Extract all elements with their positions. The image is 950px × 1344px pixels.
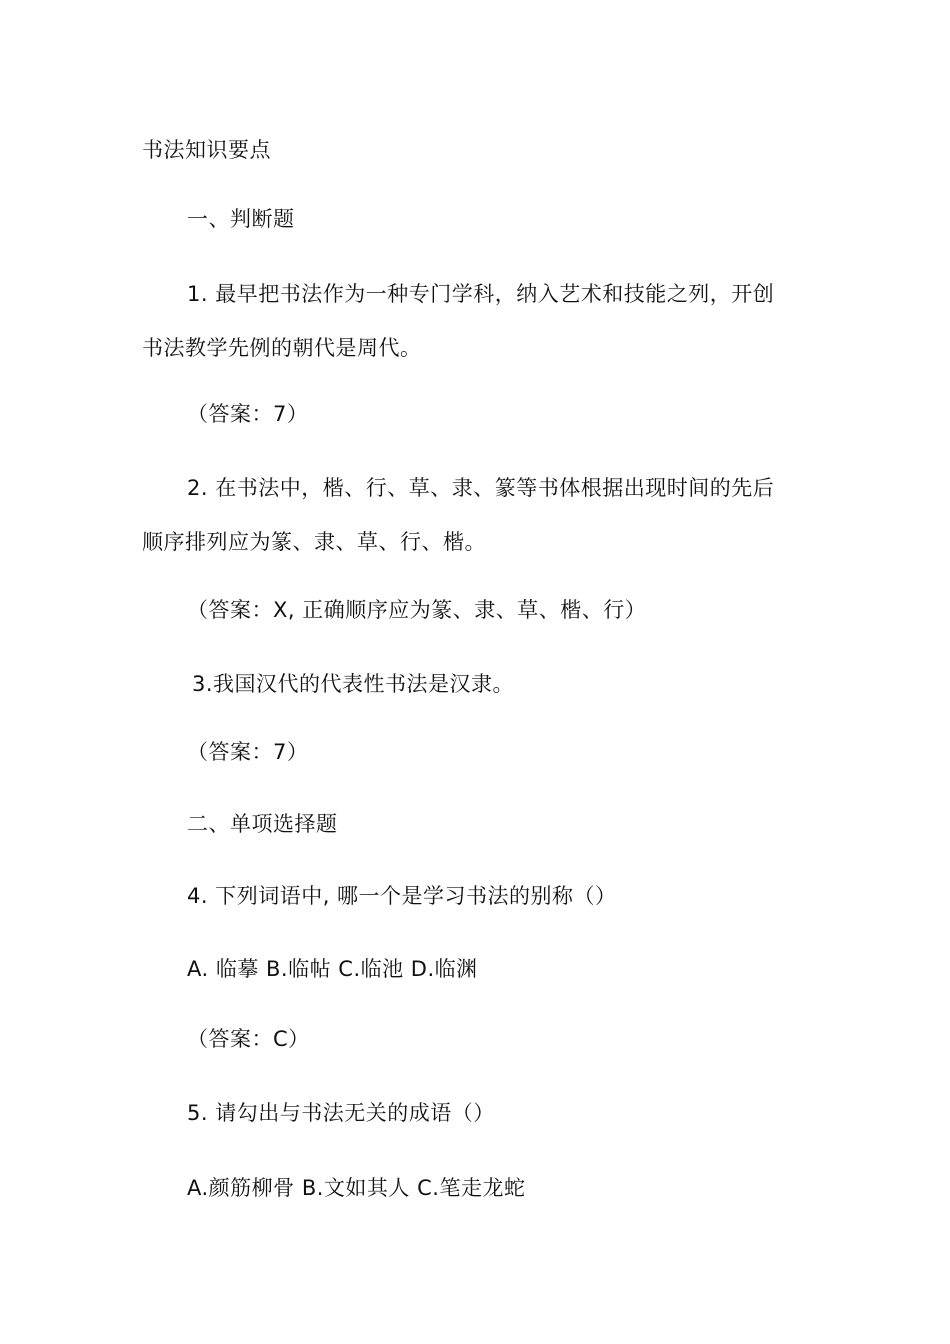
question-4-options: A. 临摹 B.临帖 C.临池 D.临渊 <box>187 957 478 981</box>
question-1-answer: （答案：7） <box>187 402 309 426</box>
question-3-line-1: 3.我国汉代的代表性书法是汉隶。 <box>192 672 515 696</box>
question-2-line-2: 顺序排列应为篆、隶、草、行、楷。 <box>142 530 486 554</box>
question-3-answer: （答案：7） <box>187 740 309 764</box>
section-heading-single-choice: 二、单项选择题 <box>187 812 338 836</box>
question-2-line-1: 2. 在书法中，楷、行、草、隶、篆等书体根据出现时间的先后 <box>187 476 775 500</box>
document-title: 书法知识要点 <box>142 138 271 162</box>
question-1-line-1: 1. 最早把书法作为一种专门学科，纳入艺术和技能之列，开创 <box>187 282 775 306</box>
question-5-line-1: 5. 请勾出与书法无关的成语（） <box>187 1101 495 1125</box>
question-4-line-1: 4. 下列词语中, 哪一个是学习书法的别称（） <box>187 884 617 908</box>
question-4-answer: （答案：C） <box>187 1027 310 1051</box>
question-2-answer: （答案：X, 正确顺序应为篆、隶、草、楷、行） <box>187 598 647 622</box>
question-1-line-2: 书法教学先例的朝代是周代。 <box>142 336 422 360</box>
section-heading-true-false: 一、判断题 <box>187 207 295 231</box>
question-5-options: A.颜筋柳骨 B.文如其人 C.笔走龙蛇 <box>187 1176 526 1200</box>
